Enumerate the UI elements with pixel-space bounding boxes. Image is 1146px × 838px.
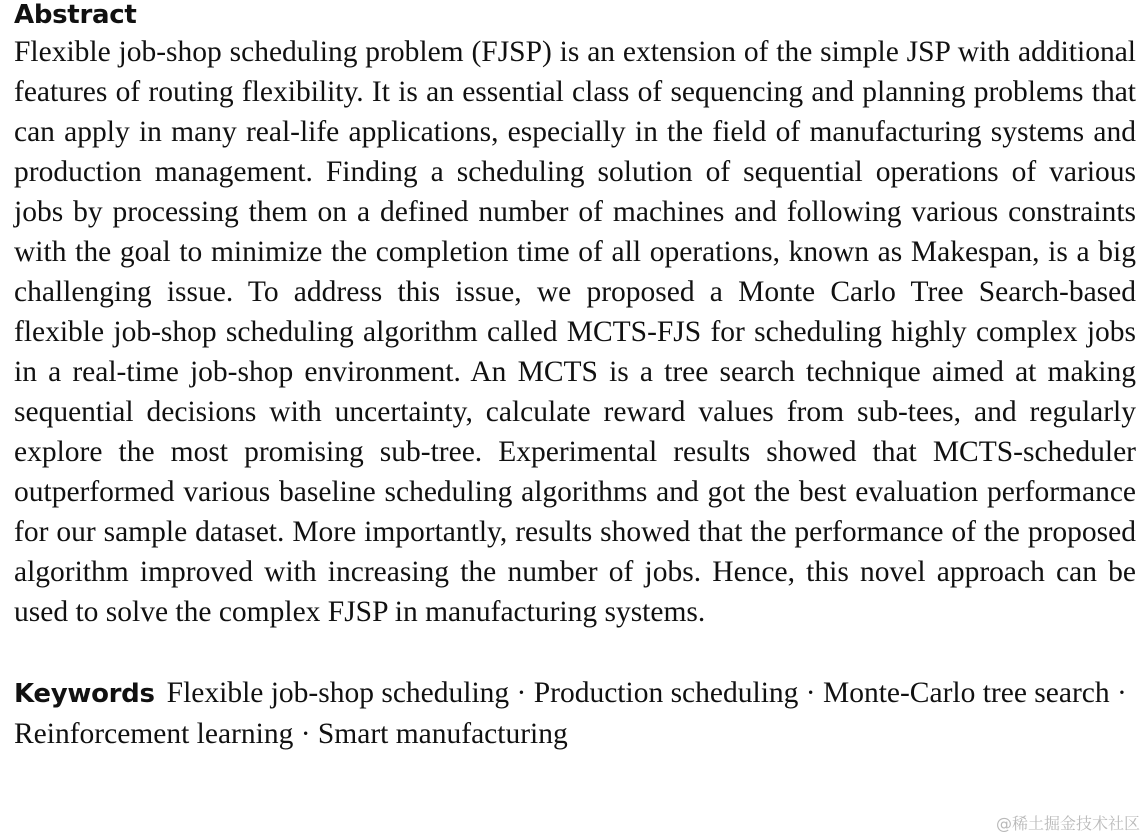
paper-abstract-section <box>14 0 1136 754</box>
keywords-line <box>14 673 1136 754</box>
watermark-text: @稀土掘金技术社区 <box>995 814 1140 833</box>
keywords-label: Keywords <box>14 679 155 709</box>
abstract-heading: Abstract <box>14 0 137 30</box>
abstract-body: Flexible job-shop scheduling problem (FJSP) is an extension of the simple JSP with additional features of routing flexibility. It is an essential class of sequencing and planning problems that can apply in many real-life applications, especially in the field of manufacturing systems and production management. Finding a scheduling solution of sequential operations of various jobs by processing them on a defined number of machines and following various constraints with the goal to minimize the completion time of all operations, known as Makespan, is a big challenging issue. To address this issue, we proposed a Monte Carlo Tree Search-based flexible job-shop scheduling algorithm called MCTS-FJS for scheduling highly complex jobs in a real-time job-shop environment. An MCTS is a tree search technique aimed at making sequential decisions with uncertainty, calculate reward values from sub-tees, and regularly explore the most promising sub-tree. Experimental results showed that MCTS-scheduler outperformed various baseline scheduling algorithms and got the best evaluation performance for our sample dataset. More importantly, results showed that the performance of the proposed algorithm improved with increasing the number of jobs. Hence, this novel approach can be used to solve the complex FJSP in manufacturing systems. <box>14 36 1136 628</box>
keywords-text: Flexible job-shop scheduling · Production scheduling · Monte-Carlo tree search · Reinforcement learning · Smart manufacturing <box>14 677 1127 750</box>
